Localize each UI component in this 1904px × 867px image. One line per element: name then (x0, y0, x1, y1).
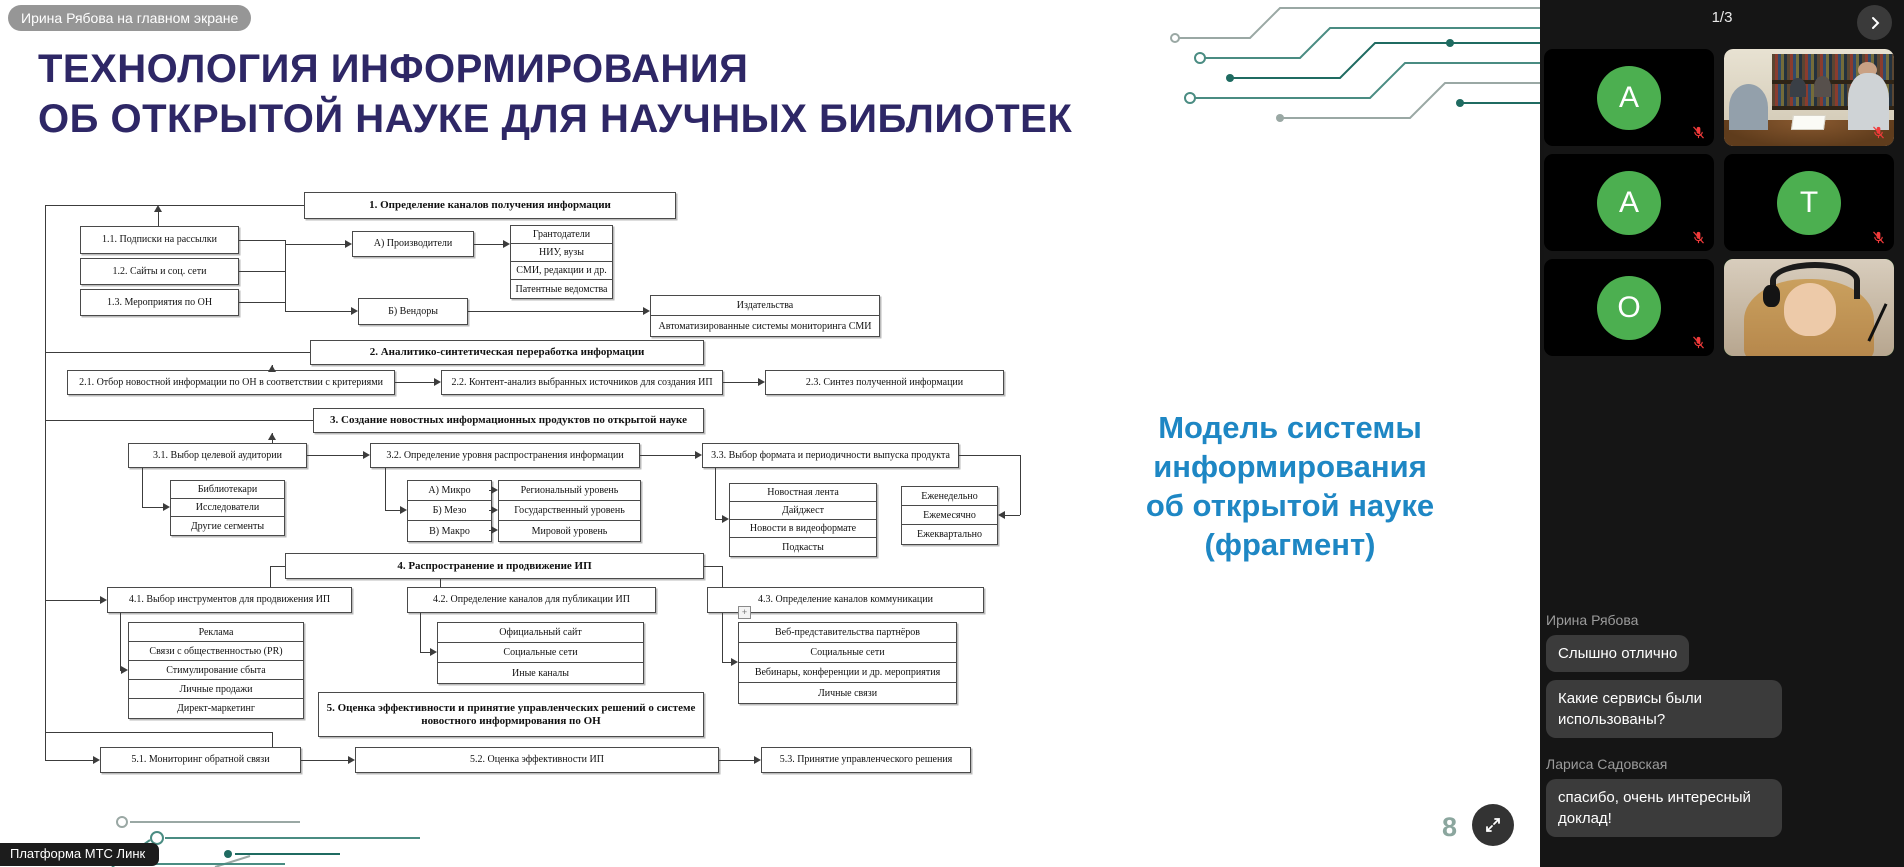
flow-line (239, 271, 286, 272)
flow-line (1020, 455, 1021, 515)
mic-muted-icon (1691, 335, 1706, 350)
avatar: A (1597, 171, 1661, 235)
flow-stack-row: Реклама (129, 623, 303, 642)
flow-line (45, 205, 304, 206)
flow-line (142, 468, 143, 507)
flow-stack-row: Библиотекари (171, 481, 284, 499)
flow-line (301, 760, 348, 761)
flow-stack-row: Связи с общественностью (PR) (129, 642, 303, 661)
flow-line (270, 566, 271, 587)
flow-box: 4.2. Определение каналов для публикации ИП (407, 587, 656, 613)
flow-box: 1.2. Сайты и соц. сети (80, 258, 239, 285)
flow-box: 5. Оценка эффективности и принятие управленческих решений о системе новостного информирования по ОН (318, 692, 704, 737)
paper-card (1791, 115, 1826, 130)
flow-stack-row: СМИ, редакции и др. (511, 262, 612, 280)
flow-line (395, 382, 435, 383)
flow-box: 4.3. Определение каналов коммуникации (707, 587, 984, 613)
flow-line (239, 302, 286, 303)
flow-stack-row: Социальные сети (739, 643, 956, 663)
participant-tile[interactable] (1544, 259, 1714, 356)
flow-line (420, 613, 421, 652)
flow-line (45, 352, 310, 353)
mic-muted-icon (1691, 125, 1706, 140)
flow-stack-row: Грантодатели (511, 226, 612, 244)
flow-arrow (154, 205, 162, 212)
flow-arrow (363, 451, 370, 459)
active-speaker-badge: Ирина Рябова на главном экране (8, 5, 251, 31)
flow-arrow (400, 506, 407, 514)
flow-stack-row: В) Макро (429, 525, 470, 537)
flow-stack-row: Б) Мезо (408, 501, 491, 521)
slide-page-number: 8 (1442, 812, 1458, 842)
flow-stack-row: Другие сегменты (190, 520, 265, 532)
flow-arrow (491, 486, 498, 494)
caption-line: (фрагмент) (1204, 527, 1376, 562)
flow-stack-row: Исследователи (171, 499, 284, 517)
flow-box: 3. Создание новостных информационных продуктов по открытой науке (313, 408, 704, 433)
flow-stack (498, 480, 641, 542)
tiles-pagination-label: 1/3 (1711, 9, 1733, 26)
flow-arrow (722, 515, 729, 523)
flow-arrow (643, 307, 650, 315)
flow-stack-row: Ежеквартально (917, 529, 982, 540)
flow-line (45, 732, 272, 733)
flow-line (722, 613, 723, 662)
flow-stack (407, 480, 492, 542)
flow-line (45, 205, 46, 761)
flow-line (704, 566, 722, 567)
flow-line (120, 613, 121, 670)
video-grid (1544, 49, 1894, 356)
flow-line (722, 566, 723, 587)
flow-arrow (93, 756, 100, 764)
flow-line (285, 244, 346, 245)
flow-line (45, 420, 313, 421)
flow-arrow (430, 648, 437, 656)
chat-message: Слышно отлично (1546, 635, 1689, 672)
video-webcam-scene (1724, 259, 1894, 356)
chat-message: Какие сервисы были использованы? (1546, 680, 1782, 738)
flow-arrow (351, 307, 358, 315)
flow-line (307, 455, 364, 456)
chevron-right-icon (1867, 15, 1883, 31)
slide-caption (1110, 408, 1470, 564)
flow-box: 2. Аналитико-синтетическая переработка информации (310, 340, 704, 365)
flow-line (270, 566, 285, 567)
flow-stack-row: Стимулирование сбыта (129, 661, 303, 680)
flow-line (474, 244, 504, 245)
person-silhouette (1848, 73, 1889, 129)
caption-line: об открытой науке (1145, 488, 1435, 523)
flow-arrow (268, 433, 276, 440)
flow-arrow (345, 240, 352, 248)
flow-box: 3.1. Выбор целевой аудитории (128, 443, 307, 468)
flow-box: 5.1. Мониторинг обратной связи (100, 747, 301, 773)
chat-message: спасибо, очень интересный доклад! (1546, 779, 1782, 837)
caption-line: информирования (1153, 449, 1427, 484)
flow-stack-row: Дайджест (730, 502, 876, 520)
next-page-button[interactable] (1857, 5, 1892, 40)
flow-box: 5.3. Принятие управленческого решения (761, 747, 971, 773)
flow-stack-row: Новости в видеоформате (730, 520, 876, 538)
flow-box: 4. Распространение и продвижение ИП (285, 553, 704, 579)
person-silhouette (1729, 84, 1768, 131)
avatar: T (1777, 171, 1841, 235)
video-library-scene (1724, 49, 1894, 146)
conference-panel (1540, 0, 1904, 867)
participant-tile[interactable] (1724, 154, 1894, 251)
cursor-marker: + (738, 606, 751, 619)
flow-arrow (731, 658, 738, 666)
mic-muted-icon (1871, 230, 1886, 245)
headphone-cup (1763, 285, 1780, 307)
flow-stack-row: Вебинары, конференции и др. мероприятия (739, 663, 956, 683)
flow-stack-row: Региональный уровень (499, 481, 640, 501)
flow-arrow (268, 365, 276, 372)
flow-box: А) Производители (352, 231, 474, 257)
flow-line (715, 468, 716, 519)
flow-stack-row: Личные связи (817, 687, 878, 699)
flow-line (385, 510, 401, 511)
flow-arrow (434, 378, 441, 386)
expand-arrows-icon (1483, 815, 1503, 835)
flow-stack-row: Новостная лента (730, 484, 876, 502)
flow-stack-row: Государственный уровень (499, 501, 640, 521)
flow-line (239, 240, 286, 241)
chat-author: Лариса Садовская (1546, 756, 1668, 772)
person-silhouette (1790, 78, 1805, 97)
flow-arrow (754, 756, 761, 764)
flow-stack-row: Издательства (651, 296, 879, 316)
flow-line (420, 652, 430, 653)
flow-box: 2.3. Синтез полученной информации (765, 370, 1004, 395)
flow-stack-row: Подкасты (782, 541, 824, 553)
flow-box: 1.1. Подписки на рассылки (80, 226, 239, 254)
chat[interactable] (1546, 612, 1836, 845)
flow-box: 5.2. Оценка эффективности ИП (355, 747, 719, 773)
flow-arrow (491, 506, 498, 514)
flow-stack (738, 622, 957, 704)
flow-box: 2.2. Контент-анализ выбранных источников для создания ИП (441, 370, 723, 395)
flow-stack-row: Еженедельно (902, 487, 997, 506)
flow-stack (729, 483, 877, 557)
flow-stack-row: А) Микро (408, 481, 491, 501)
flow-line (719, 760, 754, 761)
slide-title-line2: ОБ ОТКРЫТОЙ НАУКЕ ДЛЯ НАУЧНЫХ БИБЛИОТЕК (38, 97, 1073, 141)
flow-stack-row: Директ-маркетинг (177, 703, 255, 714)
flow-line (285, 240, 286, 312)
flow-line (640, 455, 696, 456)
flow-line (285, 311, 352, 312)
flow-box: 3.2. Определение уровня распространения информации (370, 443, 640, 468)
flow-arrow (348, 756, 355, 764)
mic-muted-icon (1871, 125, 1886, 140)
flow-stack (128, 622, 304, 719)
flow-stack-row: НИУ, вузы (511, 244, 612, 262)
flow-stack-row: Веб-представительства партнёров (739, 623, 956, 643)
flow-line (385, 468, 386, 510)
flow-line (1005, 515, 1020, 516)
flow-box: 2.1. Отбор новостной информации по ОН в соответствии с критериями (67, 370, 395, 395)
flow-arrow (695, 451, 702, 459)
avatar: O (1597, 276, 1661, 340)
flow-box: 3.3. Выбор формата и периодичности выпуска продукта (702, 443, 959, 468)
caption-line: Модель системы (1158, 410, 1422, 445)
flow-arrow (758, 378, 765, 386)
video-tile[interactable] (1724, 259, 1894, 356)
flow-line (45, 760, 93, 761)
flow-line (722, 662, 731, 663)
flow-arrow (100, 596, 107, 604)
flow-line (468, 311, 644, 312)
flow-stack (510, 225, 613, 299)
flow-arrow (503, 240, 510, 248)
flow-stack (901, 486, 998, 545)
flow-box: 4.1. Выбор инструментов для продвижения ИП (107, 587, 352, 613)
flow-stack-row: Иные каналы (512, 667, 569, 679)
flow-stack-row: Личные продажи (129, 680, 303, 699)
participant-tile[interactable] (1544, 154, 1714, 251)
flow-box: 1.3. Мероприятия по ОН (80, 289, 239, 316)
flow-stack (650, 295, 880, 337)
flow-line (142, 507, 164, 508)
flow-arrow (998, 511, 1005, 519)
flow-stack-row: Патентные ведомства (515, 283, 608, 295)
avatar: A (1597, 66, 1661, 130)
flow-stack-row: Официальный сайт (438, 623, 643, 643)
flow-arrow (491, 526, 498, 534)
person-face (1784, 283, 1837, 335)
flow-line (723, 382, 759, 383)
flow-line (45, 600, 100, 601)
participant-tile[interactable] (1544, 49, 1714, 146)
flow-arrow (121, 666, 128, 674)
flow-line (272, 732, 273, 747)
flow-box: Б) Вендоры (358, 298, 468, 325)
flow-stack-row: Автоматизированные системы мониторинга СМИ (658, 320, 872, 332)
fullscreen-button[interactable] (1472, 804, 1514, 846)
flow-box: 1. Определение каналов получения информации (304, 192, 676, 219)
flow-stack (170, 480, 285, 536)
slide-title-line1: ТЕХНОЛОГИЯ ИНФОРМИРОВАНИЯ (38, 47, 749, 91)
video-tile[interactable] (1724, 49, 1894, 146)
chat-author: Ирина Рябова (1546, 612, 1639, 628)
flow-stack-row: Ежемесячно (902, 506, 997, 525)
flow-arrow (163, 503, 170, 511)
flow-stack-row: Мировой уровень (531, 525, 608, 537)
mic-muted-icon (1691, 230, 1706, 245)
flow-stack-row: Социальные сети (438, 643, 643, 663)
flow-line (959, 455, 1020, 456)
flow-stack (437, 622, 644, 684)
flow-line (440, 579, 441, 587)
person-silhouette (1814, 76, 1831, 97)
platform-badge: Платформа МТС Линк (0, 843, 159, 866)
